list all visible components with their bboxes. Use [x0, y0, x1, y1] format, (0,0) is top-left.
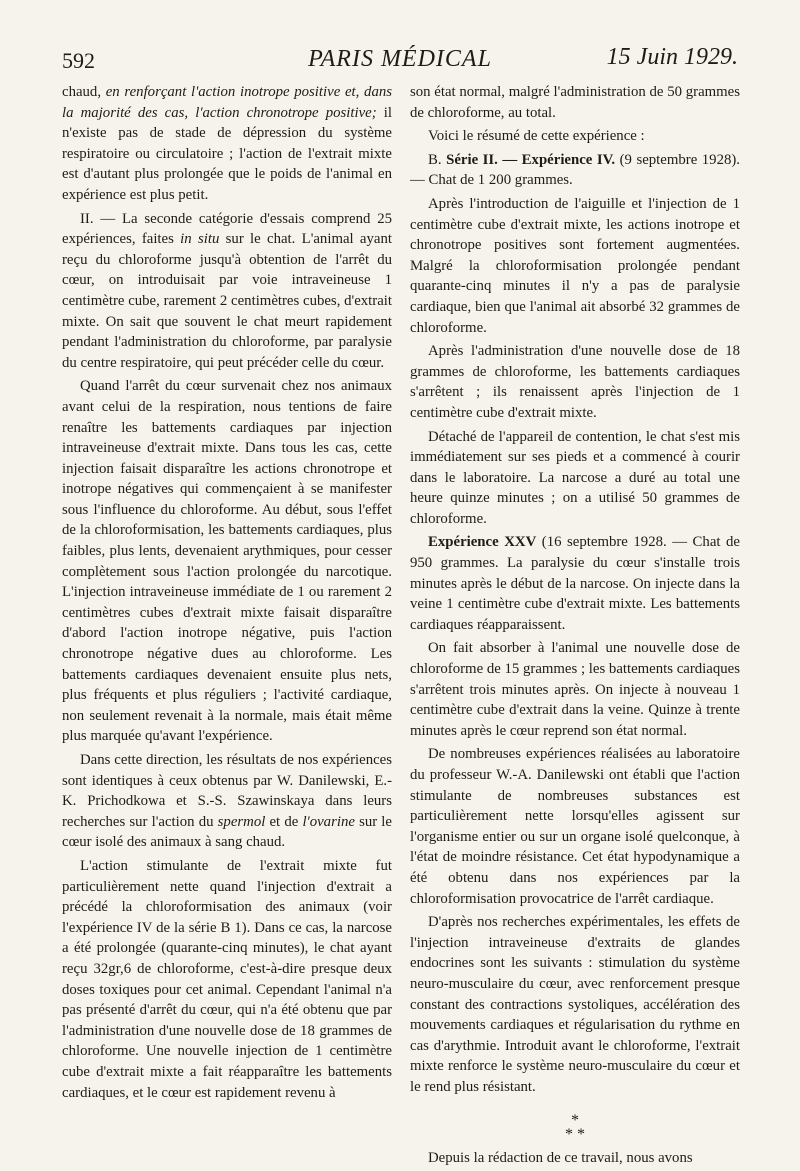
paragraph: B. Série II. — Expérience IV. (9 septembre 1928). — Chat de 1 200 grammes.	[410, 151, 740, 189]
paragraph: L'action stimulante de l'extrait mixte fut particulièrement nette quand l'injection d'extrait a précédé la chloroformisation des animaux (voir l'expérience IV de la série B 1). Dans ce cas, la narcose a été prolongée (quarante-cinq minutes), le chat ayant reçu 32gr,6 de chloroforme, c'est-à-dire presque deux doses toxiques pour cet animal. Cependant l'animal n'a pas présenté d'arrêt du cœur, qui n'a été obtenu que par l'administration d'une nouvelle dose de 18 grammes de chloroforme. Une nouvelle injection de 1 centimètre cube d'extrait mixte a fait réapparaître les battements cardiaques, et le cœur est rapidement revenu à	[62, 857, 392, 1101]
paragraph: On fait absorber à l'animal une nouvelle dose de chloroforme de 15 grammes ; les battements cardiaques s'arrêtent trois minutes après. On injecte à nouveau 1 centimètre cube d'extrait dans la veine. Quinze à trente minutes après le cœur reprend son état normal.	[410, 640, 740, 739]
paragraph: D'après nos recherches expérimentales, les effets de l'injection intraveineuse d'extraits de glandes endocrines sont les suivants : stimulation du système neuro-musculaire du cœur, avec renforcement presque constant des contractions systoliques, accélération des mouvements cardiaques et régularisation du rythme en cas d'arythmie. Introduit avant le chloroforme, l'extrait mixte renforce le système neuro-musculaire du cœur et le rend plus résistant.	[410, 914, 740, 1095]
paragraph: chaud, en renforçant l'action inotrope positive et, dans la majorité des cas, l'action chronotrope positive; il n'existe pas de stade de dépression du système respiratoire ou circulatoire ; l'action de l'extrait mixte est d'autant plus prolongée que le poids de l'animal en expérience est plus petit.	[62, 84, 393, 203]
separator-star-top: *	[571, 1111, 579, 1129]
paragraph: Dans cette direction, les résultats de nos expériences sont identiques à ceux obtenus par W. Danilewski, E.-K. Prichodkowa et S.-S. Szawinskaya dans leurs recherches sur l'action du spermol et de l'ovarine sur le cœur isolé des animaux à sang chaud.	[62, 752, 392, 851]
left-column	[62, 82, 392, 1106]
paragraph: II. — La seconde catégorie d'essais comprend 25 expériences, faites in situ sur le chat. L'animal ayant reçu du chloroforme jusqu'à obtention de l'arrêt du cœur, on introduisait par voie intraveineuse 1 centimètre cube, rarement 2 centimètres cubes, d'extrait mixte. On sait que souvent le chat meurt rapidement pendant l'administration du chloroforme, par paralysie du centre respiratoire, qui peut précéder celle du cœur.	[62, 210, 392, 371]
separator-stars-bottom: * *	[565, 1125, 585, 1143]
paragraph: De nombreuses expériences réalisées au laboratoire du professeur W.-A. Danilewski ont établi que l'action stimulante de nombreuses substances est particulièrement nette lorsqu'elles agissent sur l'organisme entier ou sur un organe isolé quelconque, à l'état de moindre résistance. Cet état hypodynamique a été obtenu dans nos expériences par la chloroformisation provocatrice de l'arrêt cardiaque.	[410, 746, 740, 907]
paragraph: son état normal, malgré l'administration de 50 grammes de chloroforme, au total.	[410, 84, 740, 121]
paragraph: Après l'administration d'une nouvelle dose de 18 grammes de chloroforme, les battements cardiaques s'arrêtent ; ils renaissent après l'injection de 1 centimètre cube d'extrait mixte.	[410, 343, 740, 421]
page-number: 592	[62, 48, 95, 73]
right-column	[410, 82, 740, 1171]
issue-date: 15 Juin 1929.	[606, 44, 738, 70]
section-separator	[410, 1111, 740, 1143]
running-title: PARIS MÉDICAL	[308, 46, 492, 72]
page-header	[62, 44, 738, 84]
paragraph: Depuis la rédaction de ce travail, nous avons	[428, 1149, 693, 1166]
paragraph: Expérience XXV (16 septembre 1928. — Chat de 950 grammes. La paralysie du cœur s'installe trois minutes après le début de la narcose. On injecte dans la veine 1 centimètre cube d'extrait mixte. Les battements cardiaques réapparaissent.	[410, 534, 740, 633]
paragraph: Après l'introduction de l'aiguille et l'injection de 1 centimètre cube d'extrait mixte, les actions inotrope et chronotrope positives sont fortement augmentées. Malgré la chloroformisation prolongée pendant quarante-cinq minutes il n'y a pas de paralysie cardiaque, bien que l'animal ait absorbé 32 grammes de chloroforme.	[410, 195, 740, 336]
paragraph: Quand l'arrêt du cœur survenait chez nos animaux avant celui de la respiration, nous tentions de faire renaître les battements cardiaques par injection intraveineuse d'extrait mixte. Dans tous les cas, cette injection faisait disparaître les actions chronotrope et inotrope négatives qui commençaient à se manifester sous l'influence du chloroforme. Au début, sous l'effet de la chloroformisation, les battements cardiaques, plus faibles, plus lents, devenaient arythmiques, pour cesser complètement sous l'action prolongée du narcotique. L'injection intraveineuse immédiate de 1 ou rarement 2 centimètres cubes d'extrait mixte faisait disparaître d'abord l'action inotrope négative, puis l'action chronotrope négative dues au chloroforme. Les battements cardiaques devenaient ensuite plus nets, plus fréquents et plus réguliers ; l'activité cardiaque, non seulement revenait à la normale, mais était même plus marquée qu'avant l'expérience.	[62, 378, 392, 745]
paragraph: Détaché de l'appareil de contention, le chat s'est mis immédiatement sur ses pieds et a commencé à courir dans le laboratoire. La narcose a duré au total une heure quinze minutes ; on a utilisé 50 grammes de chloroforme.	[410, 428, 740, 527]
paragraph: Voici le résumé de cette expérience :	[428, 128, 645, 145]
